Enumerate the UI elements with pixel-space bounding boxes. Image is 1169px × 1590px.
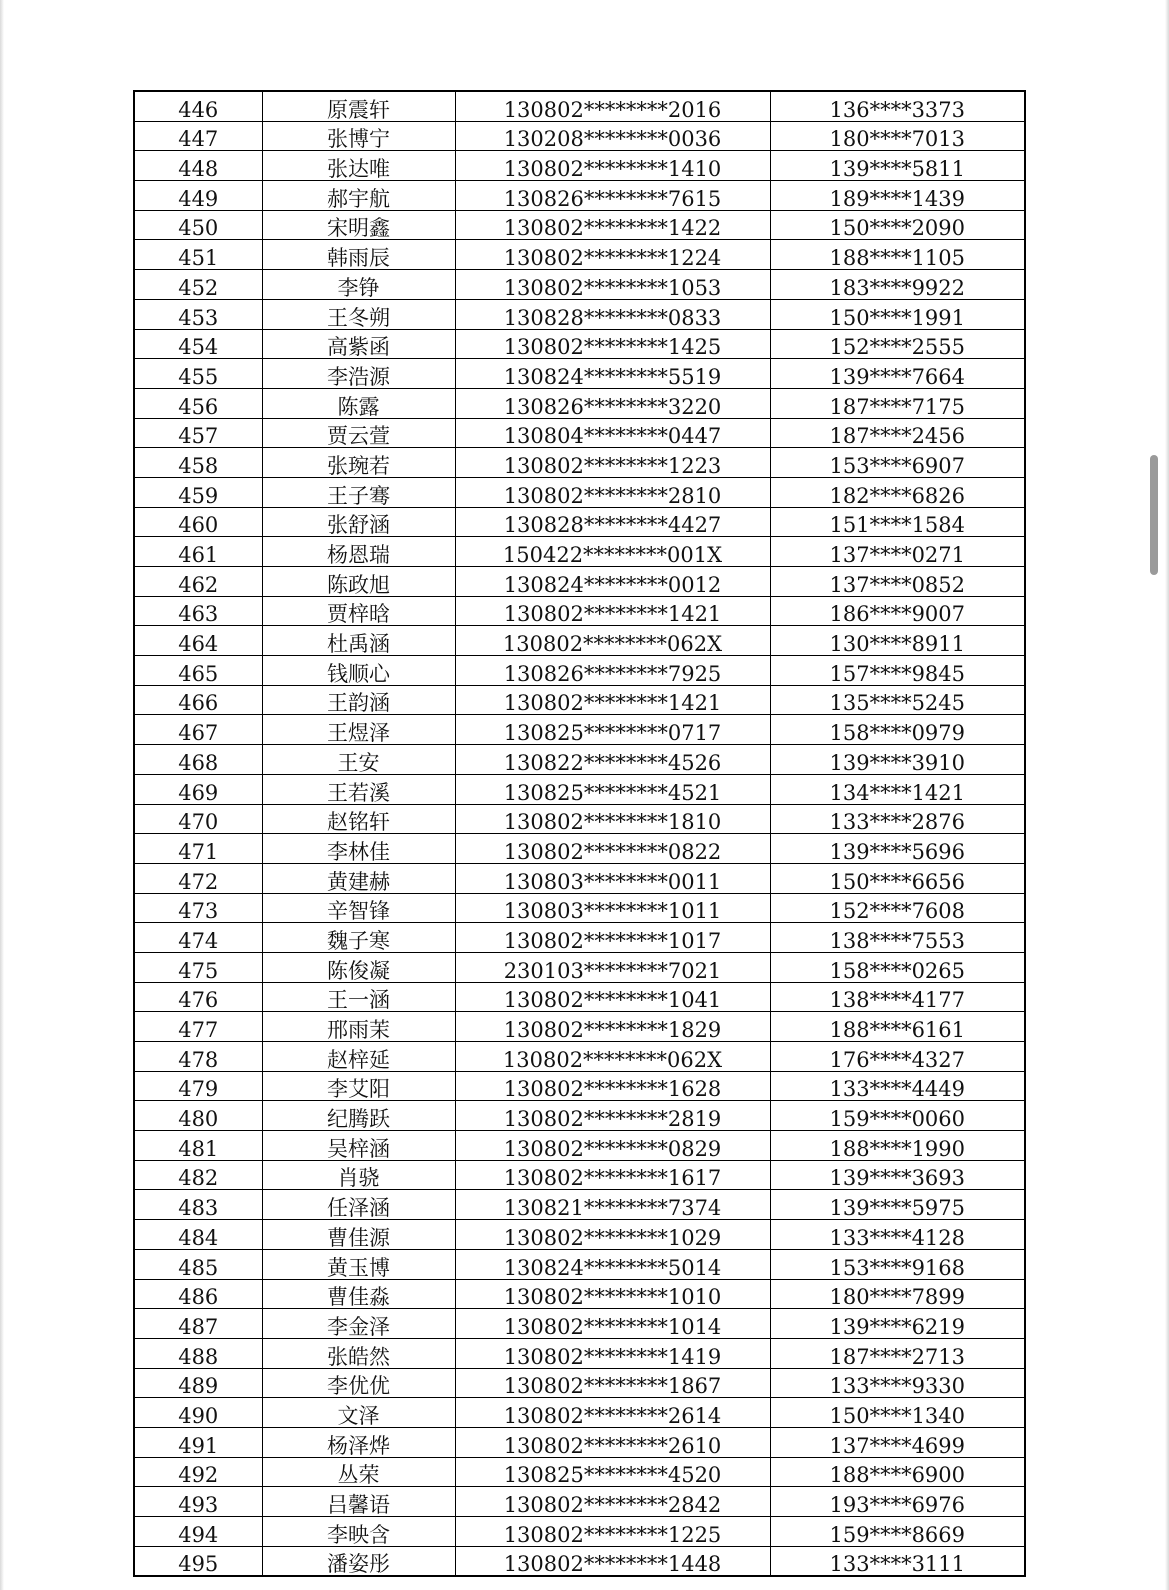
phone-cell: 133****2876	[770, 804, 1025, 834]
table-row	[134, 923, 1025, 953]
row-number-cell: 450	[134, 210, 262, 240]
id-number-cell: 130824********0012	[455, 567, 770, 597]
id-number-cell: 130824********5014	[455, 1249, 770, 1279]
phone-cell: 159****8669	[770, 1517, 1025, 1547]
row-number-cell: 469	[134, 774, 262, 804]
name-cell: 纪腾跃	[262, 1101, 455, 1131]
row-number-cell: 465	[134, 656, 262, 686]
id-number-cell: 130802********1448	[455, 1546, 770, 1576]
id-number-cell: 130802********1041	[455, 982, 770, 1012]
phone-cell: 137****4699	[770, 1427, 1025, 1457]
id-number-cell: 130802********2819	[455, 1101, 770, 1131]
phone-cell: 193****6976	[770, 1487, 1025, 1517]
row-number-cell: 468	[134, 745, 262, 775]
name-cell: 曹佳淼	[262, 1279, 455, 1309]
row-number-cell: 454	[134, 329, 262, 359]
row-number-cell: 490	[134, 1398, 262, 1428]
id-number-cell: 130802********1410	[455, 151, 770, 181]
table-row	[134, 418, 1025, 448]
id-number-cell: 130802********1617	[455, 1160, 770, 1190]
table-row	[134, 1427, 1025, 1457]
id-number-cell: 130802********1421	[455, 596, 770, 626]
name-cell: 杨恩瑞	[262, 537, 455, 567]
row-number-cell: 457	[134, 418, 262, 448]
name-cell: 任泽涵	[262, 1190, 455, 1220]
row-number-cell: 466	[134, 685, 262, 715]
row-number-cell: 485	[134, 1249, 262, 1279]
id-number-cell: 130802********1223	[455, 448, 770, 478]
row-number-cell: 493	[134, 1487, 262, 1517]
phone-cell: 180****7013	[770, 121, 1025, 151]
id-number-cell: 130802********1421	[455, 685, 770, 715]
name-cell: 黄玉博	[262, 1249, 455, 1279]
id-number-cell: 130802********1425	[455, 329, 770, 359]
table-row	[134, 1101, 1025, 1131]
phone-cell: 153****6907	[770, 448, 1025, 478]
name-cell: 肖骁	[262, 1160, 455, 1190]
phone-cell: 137****0271	[770, 537, 1025, 567]
id-number-cell: 130826********7615	[455, 181, 770, 211]
phone-cell: 134****1421	[770, 774, 1025, 804]
name-cell: 张达唯	[262, 151, 455, 181]
name-cell: 钱顺心	[262, 656, 455, 686]
id-number-cell: 130802********2614	[455, 1398, 770, 1428]
row-number-cell: 479	[134, 1071, 262, 1101]
table-row	[134, 1012, 1025, 1042]
row-number-cell: 487	[134, 1309, 262, 1339]
row-number-cell: 455	[134, 359, 262, 389]
phone-cell: 139****5811	[770, 151, 1025, 181]
name-cell: 吕馨语	[262, 1487, 455, 1517]
id-number-cell: 130802********1010	[455, 1279, 770, 1309]
id-number-cell: 130802********1014	[455, 1309, 770, 1339]
row-number-cell: 477	[134, 1012, 262, 1042]
table-row	[134, 329, 1025, 359]
table-row	[134, 567, 1025, 597]
row-number-cell: 478	[134, 1042, 262, 1072]
table-row	[134, 477, 1025, 507]
name-cell: 贾梓晗	[262, 596, 455, 626]
id-number-cell: 130828********4427	[455, 507, 770, 537]
phone-cell: 133****4128	[770, 1220, 1025, 1250]
name-cell: 邢雨茉	[262, 1012, 455, 1042]
page-edge-left	[0, 0, 4, 1590]
table-row	[134, 1457, 1025, 1487]
table-row	[134, 1220, 1025, 1250]
name-cell: 李金泽	[262, 1309, 455, 1339]
phone-cell: 158****0979	[770, 715, 1025, 745]
id-number-cell: 130803********0011	[455, 863, 770, 893]
phone-cell: 139****6219	[770, 1309, 1025, 1339]
row-number-cell: 491	[134, 1427, 262, 1457]
phone-cell: 150****1991	[770, 299, 1025, 329]
table-row	[134, 1487, 1025, 1517]
name-cell: 李铮	[262, 270, 455, 300]
table-row	[134, 359, 1025, 389]
name-cell: 陈俊凝	[262, 952, 455, 982]
phone-cell: 135****5245	[770, 685, 1025, 715]
id-number-cell: 130825********4520	[455, 1457, 770, 1487]
table-row	[134, 1517, 1025, 1547]
name-cell: 潘姿彤	[262, 1546, 455, 1576]
name-cell: 李优优	[262, 1368, 455, 1398]
phone-cell: 188****6900	[770, 1457, 1025, 1487]
name-cell: 曹佳源	[262, 1220, 455, 1250]
row-number-cell: 483	[134, 1190, 262, 1220]
table-row	[134, 1338, 1025, 1368]
phone-cell: 187****2713	[770, 1338, 1025, 1368]
table-row	[134, 1279, 1025, 1309]
id-number-cell: 130824********5519	[455, 359, 770, 389]
phone-cell: 139****3910	[770, 745, 1025, 775]
id-number-cell: 130802********2610	[455, 1427, 770, 1457]
row-number-cell: 484	[134, 1220, 262, 1250]
row-number-cell: 447	[134, 121, 262, 151]
phone-cell: 133****9330	[770, 1368, 1025, 1398]
phone-cell: 189****1439	[770, 181, 1025, 211]
name-cell: 李林佳	[262, 834, 455, 864]
id-number-cell: 150422********001X	[455, 537, 770, 567]
phone-cell: 157****9845	[770, 656, 1025, 686]
row-number-cell: 480	[134, 1101, 262, 1131]
name-cell: 郝宇航	[262, 181, 455, 211]
phone-cell: 159****0060	[770, 1101, 1025, 1131]
phone-cell: 152****7608	[770, 893, 1025, 923]
id-number-cell: 130822********4526	[455, 745, 770, 775]
name-cell: 王若溪	[262, 774, 455, 804]
table-row	[134, 1309, 1025, 1339]
id-number-cell: 130803********1011	[455, 893, 770, 923]
phone-cell: 150****6656	[770, 863, 1025, 893]
phone-cell: 133****3111	[770, 1546, 1025, 1576]
name-cell: 李浩源	[262, 359, 455, 389]
row-number-cell: 481	[134, 1131, 262, 1161]
table-row	[134, 863, 1025, 893]
row-number-cell: 492	[134, 1457, 262, 1487]
phone-cell: 138****7553	[770, 923, 1025, 953]
id-number-cell: 130208********0036	[455, 121, 770, 151]
document-page	[133, 90, 1026, 1577]
row-number-cell: 494	[134, 1517, 262, 1547]
id-number-cell: 130825********4521	[455, 774, 770, 804]
id-number-cell: 130802********0829	[455, 1131, 770, 1161]
row-number-cell: 467	[134, 715, 262, 745]
name-cell: 魏子寒	[262, 923, 455, 953]
row-number-cell: 471	[134, 834, 262, 864]
row-number-cell: 452	[134, 270, 262, 300]
table-row	[134, 1160, 1025, 1190]
id-number-cell: 130802********1810	[455, 804, 770, 834]
roster-table	[133, 90, 1026, 1577]
name-cell: 杜禹涵	[262, 626, 455, 656]
name-cell: 李映含	[262, 1517, 455, 1547]
table-row	[134, 1042, 1025, 1072]
row-number-cell: 472	[134, 863, 262, 893]
phone-cell: 180****7899	[770, 1279, 1025, 1309]
name-cell: 张皓然	[262, 1338, 455, 1368]
name-cell: 张琬若	[262, 448, 455, 478]
phone-cell: 153****9168	[770, 1249, 1025, 1279]
table-row	[134, 448, 1025, 478]
name-cell: 王韵涵	[262, 685, 455, 715]
table-row	[134, 745, 1025, 775]
row-number-cell: 495	[134, 1546, 262, 1576]
table-row	[134, 1546, 1025, 1576]
row-number-cell: 449	[134, 181, 262, 211]
id-number-cell: 130802********1628	[455, 1071, 770, 1101]
row-number-cell: 488	[134, 1338, 262, 1368]
table-row	[134, 1368, 1025, 1398]
name-cell: 张舒涵	[262, 507, 455, 537]
phone-cell: 136****3373	[770, 91, 1025, 121]
phone-cell: 151****1584	[770, 507, 1025, 537]
id-number-cell: 130802********0822	[455, 834, 770, 864]
row-number-cell: 453	[134, 299, 262, 329]
name-cell: 贾云萱	[262, 418, 455, 448]
row-number-cell: 461	[134, 537, 262, 567]
phone-cell: 188****1105	[770, 240, 1025, 270]
table-row	[134, 656, 1025, 686]
row-number-cell: 463	[134, 596, 262, 626]
phone-cell: 186****9007	[770, 596, 1025, 626]
phone-cell: 182****6826	[770, 477, 1025, 507]
id-number-cell: 130802********062X	[455, 1042, 770, 1072]
phone-cell: 152****2555	[770, 329, 1025, 359]
id-number-cell: 130802********1053	[455, 270, 770, 300]
name-cell: 杨泽烨	[262, 1427, 455, 1457]
phone-cell: 158****0265	[770, 952, 1025, 982]
row-number-cell: 448	[134, 151, 262, 181]
table-row	[134, 982, 1025, 1012]
table-row	[134, 210, 1025, 240]
table-row	[134, 1071, 1025, 1101]
row-number-cell: 470	[134, 804, 262, 834]
table-row	[134, 596, 1025, 626]
table-row	[134, 804, 1025, 834]
name-cell: 王煜泽	[262, 715, 455, 745]
table-row	[134, 893, 1025, 923]
row-number-cell: 458	[134, 448, 262, 478]
name-cell: 赵铭轩	[262, 804, 455, 834]
name-cell: 王子骞	[262, 477, 455, 507]
table-row	[134, 952, 1025, 982]
name-cell: 韩雨辰	[262, 240, 455, 270]
table-row	[134, 151, 1025, 181]
row-number-cell: 474	[134, 923, 262, 953]
roster-table-body	[134, 91, 1025, 1576]
table-row	[134, 240, 1025, 270]
name-cell: 张博宁	[262, 121, 455, 151]
row-number-cell: 460	[134, 507, 262, 537]
page-edge-right	[1165, 0, 1169, 1590]
table-row	[134, 834, 1025, 864]
phone-cell: 150****1340	[770, 1398, 1025, 1428]
name-cell: 文泽	[262, 1398, 455, 1428]
row-number-cell: 482	[134, 1160, 262, 1190]
phone-cell: 139****3693	[770, 1160, 1025, 1190]
id-number-cell: 130802********1829	[455, 1012, 770, 1042]
id-number-cell: 130802********1867	[455, 1368, 770, 1398]
id-number-cell: 130802********1029	[455, 1220, 770, 1250]
table-row	[134, 121, 1025, 151]
row-number-cell: 446	[134, 91, 262, 121]
id-number-cell: 130802********1422	[455, 210, 770, 240]
name-cell: 赵梓延	[262, 1042, 455, 1072]
id-number-cell: 130802********2842	[455, 1487, 770, 1517]
row-number-cell: 473	[134, 893, 262, 923]
table-row	[134, 774, 1025, 804]
phone-cell: 133****4449	[770, 1071, 1025, 1101]
table-row	[134, 1131, 1025, 1161]
id-number-cell: 130804********0447	[455, 418, 770, 448]
name-cell: 王一涵	[262, 982, 455, 1012]
phone-cell: 183****9922	[770, 270, 1025, 300]
id-number-cell: 130826********7925	[455, 656, 770, 686]
name-cell: 辛智锋	[262, 893, 455, 923]
table-row	[134, 1249, 1025, 1279]
table-row	[134, 91, 1025, 121]
table-row	[134, 685, 1025, 715]
id-number-cell: 130826********3220	[455, 388, 770, 418]
table-row	[134, 715, 1025, 745]
name-cell: 黄建赫	[262, 863, 455, 893]
id-number-cell: 130802********1224	[455, 240, 770, 270]
row-number-cell: 475	[134, 952, 262, 982]
scrollbar-thumb[interactable]	[1150, 455, 1158, 575]
phone-cell: 188****1990	[770, 1131, 1025, 1161]
name-cell: 王安	[262, 745, 455, 775]
id-number-cell: 130802********1419	[455, 1338, 770, 1368]
table-row	[134, 181, 1025, 211]
phone-cell: 137****0852	[770, 567, 1025, 597]
id-number-cell: 130802********2810	[455, 477, 770, 507]
row-number-cell: 486	[134, 1279, 262, 1309]
phone-cell: 150****2090	[770, 210, 1025, 240]
phone-cell: 187****7175	[770, 388, 1025, 418]
name-cell: 吴梓涵	[262, 1131, 455, 1161]
table-row	[134, 299, 1025, 329]
name-cell: 陈政旭	[262, 567, 455, 597]
id-number-cell: 130825********0717	[455, 715, 770, 745]
phone-cell: 139****5696	[770, 834, 1025, 864]
id-number-cell: 130802********062X	[455, 626, 770, 656]
name-cell: 宋明鑫	[262, 210, 455, 240]
id-number-cell: 130802********1017	[455, 923, 770, 953]
row-number-cell: 489	[134, 1368, 262, 1398]
name-cell: 丛荣	[262, 1457, 455, 1487]
phone-cell: 187****2456	[770, 418, 1025, 448]
row-number-cell: 451	[134, 240, 262, 270]
table-row	[134, 270, 1025, 300]
name-cell: 李艾阳	[262, 1071, 455, 1101]
table-row	[134, 388, 1025, 418]
table-row	[134, 1190, 1025, 1220]
row-number-cell: 459	[134, 477, 262, 507]
row-number-cell: 464	[134, 626, 262, 656]
id-number-cell: 230103********7021	[455, 952, 770, 982]
id-number-cell: 130821********7374	[455, 1190, 770, 1220]
table-row	[134, 626, 1025, 656]
phone-cell: 139****5975	[770, 1190, 1025, 1220]
phone-cell: 188****6161	[770, 1012, 1025, 1042]
id-number-cell: 130802********2016	[455, 91, 770, 121]
phone-cell: 176****4327	[770, 1042, 1025, 1072]
phone-cell: 139****7664	[770, 359, 1025, 389]
name-cell: 王冬朔	[262, 299, 455, 329]
row-number-cell: 476	[134, 982, 262, 1012]
table-row	[134, 537, 1025, 567]
row-number-cell: 462	[134, 567, 262, 597]
table-row	[134, 507, 1025, 537]
name-cell: 高紫函	[262, 329, 455, 359]
id-number-cell: 130828********0833	[455, 299, 770, 329]
name-cell: 陈露	[262, 388, 455, 418]
row-number-cell: 456	[134, 388, 262, 418]
phone-cell: 138****4177	[770, 982, 1025, 1012]
id-number-cell: 130802********1225	[455, 1517, 770, 1547]
table-row	[134, 1398, 1025, 1428]
phone-cell: 130****8911	[770, 626, 1025, 656]
name-cell: 原震轩	[262, 91, 455, 121]
